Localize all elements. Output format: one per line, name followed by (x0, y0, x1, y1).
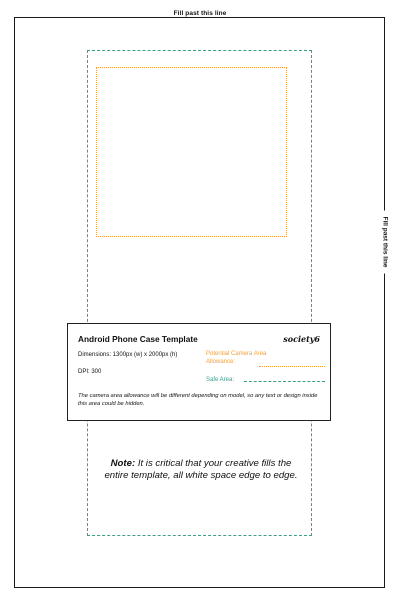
dpi-text: DPI: 300 (78, 369, 102, 375)
safe-area-label: Safe Area: (206, 377, 235, 383)
note-text: It is critical that your creative fills the entire template, all white space edge to edge. (104, 458, 298, 481)
safe-area-key-line (244, 381, 325, 382)
right-fill-label: Fill past this line (382, 211, 389, 274)
camera-disclaimer: The camera area allowance will be different depending on model, so any text or design inside this area could be hidden. (78, 393, 318, 407)
edge-to-edge-note (103, 458, 299, 481)
note-prefix: Note: (110, 458, 136, 469)
camera-allowance-key-line (259, 366, 325, 367)
template-title: Android Phone Case Template (78, 334, 198, 344)
brand-logo: society6 (283, 334, 320, 344)
camera-allowance-label: Potential Camera Area Allowance: (206, 351, 267, 365)
dimensions-text: Dimensions: 1300px (w) x 2000px (h) (78, 352, 178, 358)
template-info-box (67, 323, 331, 421)
top-fill-label: Fill past this line (168, 10, 233, 17)
camera-allowance-outline (96, 67, 287, 237)
